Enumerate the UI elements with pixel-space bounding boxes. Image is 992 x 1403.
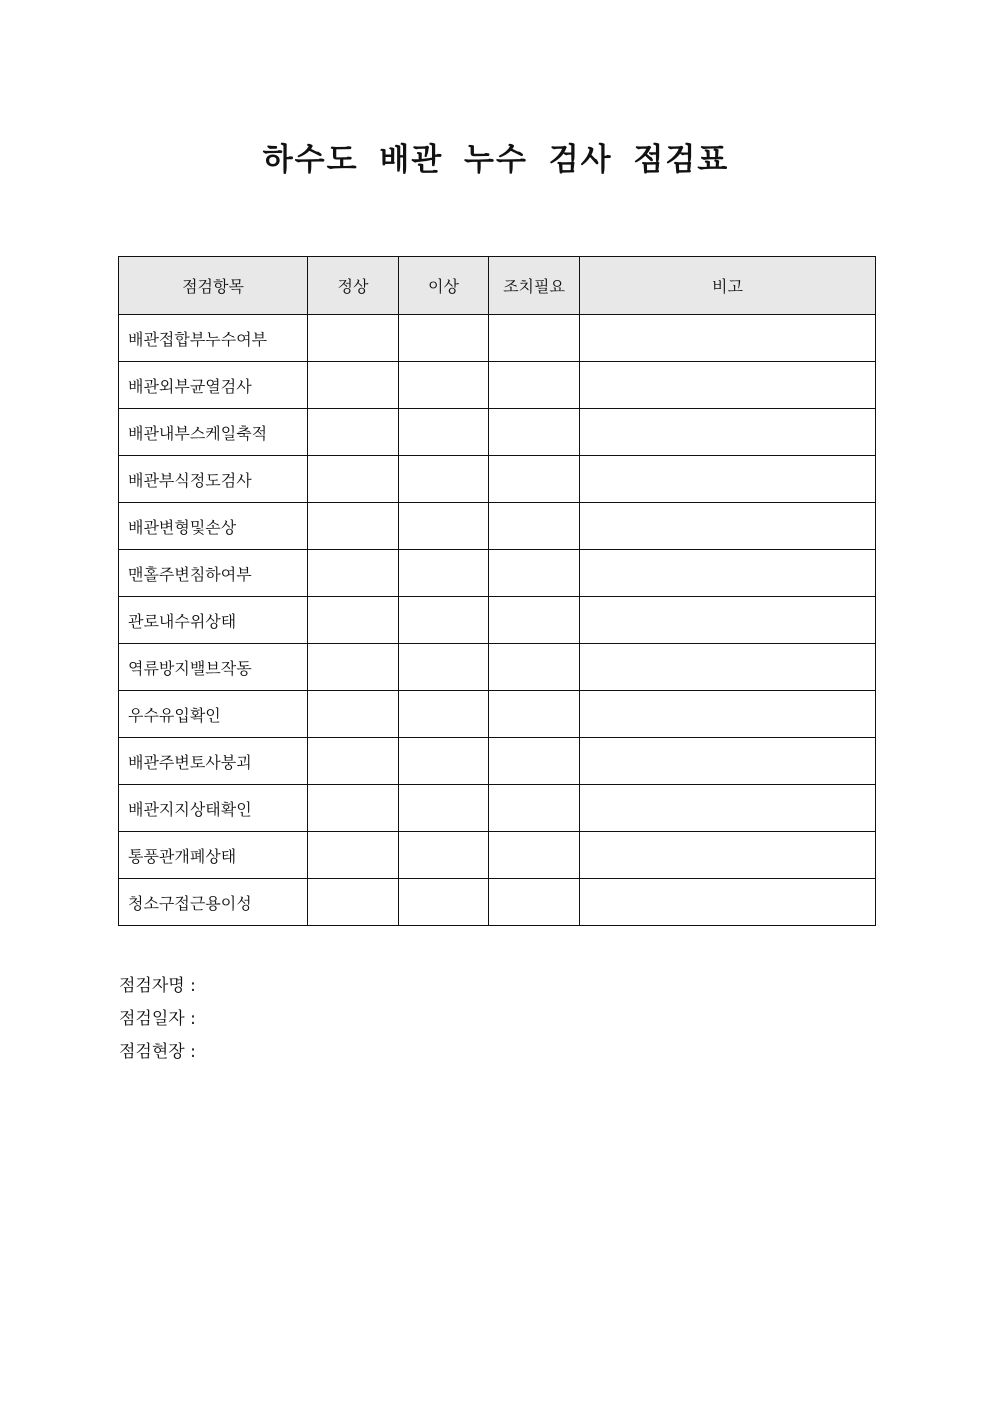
- normal-cell[interactable]: [308, 503, 399, 550]
- remarks-cell[interactable]: [580, 503, 876, 550]
- normal-cell[interactable]: [308, 597, 399, 644]
- item-cell: 통풍관개폐상태: [119, 832, 308, 879]
- normal-cell[interactable]: [308, 691, 399, 738]
- table-row: [119, 550, 876, 597]
- remarks-cell[interactable]: [580, 644, 876, 691]
- action-needed-cell[interactable]: [489, 738, 580, 785]
- item-cell: 맨홀주변침하여부: [119, 550, 308, 597]
- table-body: [119, 315, 876, 926]
- action-needed-cell[interactable]: [489, 832, 580, 879]
- item-cell: 배관외부균열검사: [119, 362, 308, 409]
- table-row: [119, 691, 876, 738]
- normal-cell[interactable]: [308, 315, 399, 362]
- normal-cell[interactable]: [308, 644, 399, 691]
- normal-cell[interactable]: [308, 738, 399, 785]
- normal-cell[interactable]: [308, 879, 399, 926]
- item-cell: 배관부식정도검사: [119, 456, 308, 503]
- abnormal-cell[interactable]: [399, 691, 489, 738]
- action-needed-cell[interactable]: [489, 785, 580, 832]
- table-row: [119, 785, 876, 832]
- abnormal-cell[interactable]: [399, 409, 489, 456]
- remarks-cell[interactable]: [580, 738, 876, 785]
- abnormal-cell[interactable]: [399, 644, 489, 691]
- header-inspection-item: 점검항목: [119, 257, 308, 315]
- remarks-cell[interactable]: [580, 550, 876, 597]
- header-remarks: 비고: [580, 257, 876, 315]
- table-row: [119, 597, 876, 644]
- remarks-cell[interactable]: [580, 597, 876, 644]
- item-cell: 역류방지밸브작동: [119, 644, 308, 691]
- table-row: [119, 644, 876, 691]
- inspection-checklist-table: [118, 256, 876, 926]
- remarks-cell[interactable]: [580, 785, 876, 832]
- action-needed-cell[interactable]: [489, 409, 580, 456]
- table-header-row: [119, 257, 876, 315]
- abnormal-cell[interactable]: [399, 785, 489, 832]
- item-cell: 배관주변토사붕괴: [119, 738, 308, 785]
- action-needed-cell[interactable]: [489, 503, 580, 550]
- inspection-date-label: 점검일자 :: [119, 1009, 196, 1029]
- table-row: [119, 315, 876, 362]
- table-row: [119, 738, 876, 785]
- normal-cell[interactable]: [308, 456, 399, 503]
- item-cell: 배관지지상태확인: [119, 785, 308, 832]
- action-needed-cell[interactable]: [489, 597, 580, 644]
- header-abnormal: 이상: [399, 257, 489, 315]
- table-row: [119, 362, 876, 409]
- document-title: 하수도 배관 누수 검사 점검표: [262, 142, 730, 178]
- item-cell: 관로내수위상태: [119, 597, 308, 644]
- action-needed-cell[interactable]: [489, 691, 580, 738]
- action-needed-cell[interactable]: [489, 315, 580, 362]
- header-action-needed: 조치필요: [489, 257, 580, 315]
- abnormal-cell[interactable]: [399, 503, 489, 550]
- abnormal-cell[interactable]: [399, 362, 489, 409]
- remarks-cell[interactable]: [580, 362, 876, 409]
- action-needed-cell[interactable]: [489, 644, 580, 691]
- action-needed-cell[interactable]: [489, 879, 580, 926]
- item-cell: 청소구접근용이성: [119, 879, 308, 926]
- table-row: [119, 832, 876, 879]
- item-cell: 배관내부스케일축적: [119, 409, 308, 456]
- action-needed-cell[interactable]: [489, 362, 580, 409]
- abnormal-cell[interactable]: [399, 315, 489, 362]
- remarks-cell[interactable]: [580, 879, 876, 926]
- remarks-cell[interactable]: [580, 315, 876, 362]
- abnormal-cell[interactable]: [399, 738, 489, 785]
- inspector-name-label: 점검자명 :: [119, 976, 196, 996]
- inspection-site-label: 점검현장 :: [119, 1042, 196, 1062]
- normal-cell[interactable]: [308, 785, 399, 832]
- action-needed-cell[interactable]: [489, 456, 580, 503]
- normal-cell[interactable]: [308, 362, 399, 409]
- item-cell: 우수유입확인: [119, 691, 308, 738]
- normal-cell[interactable]: [308, 409, 399, 456]
- abnormal-cell[interactable]: [399, 456, 489, 503]
- normal-cell[interactable]: [308, 832, 399, 879]
- table-row: [119, 503, 876, 550]
- header-normal: 정상: [308, 257, 399, 315]
- remarks-cell[interactable]: [580, 832, 876, 879]
- normal-cell[interactable]: [308, 550, 399, 597]
- table-row: [119, 409, 876, 456]
- remarks-cell[interactable]: [580, 691, 876, 738]
- item-cell: 배관변형및손상: [119, 503, 308, 550]
- abnormal-cell[interactable]: [399, 879, 489, 926]
- abnormal-cell[interactable]: [399, 550, 489, 597]
- abnormal-cell[interactable]: [399, 832, 489, 879]
- remarks-cell[interactable]: [580, 456, 876, 503]
- remarks-cell[interactable]: [580, 409, 876, 456]
- table-row: [119, 456, 876, 503]
- item-cell: 배관접합부누수여부: [119, 315, 308, 362]
- abnormal-cell[interactable]: [399, 597, 489, 644]
- action-needed-cell[interactable]: [489, 550, 580, 597]
- table-row: [119, 879, 876, 926]
- signature-section: [119, 970, 196, 1069]
